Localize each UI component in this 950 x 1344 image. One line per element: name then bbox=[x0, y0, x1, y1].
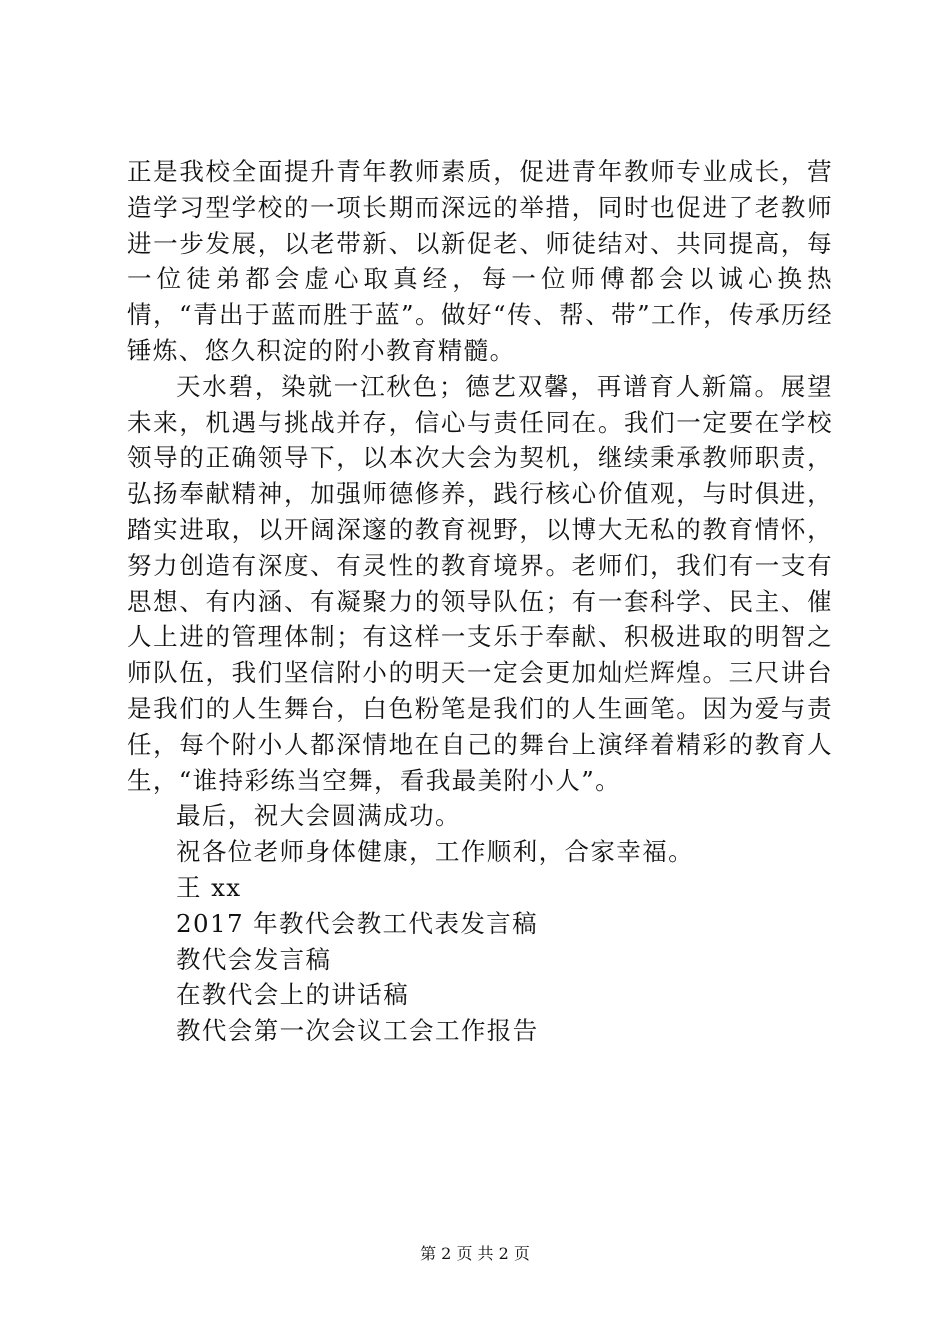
related-title-3: 在教代会上的讲话稿 bbox=[176, 980, 410, 1010]
blessing-line: 祝各位老师身体健康，工作顺利，合家幸福。 bbox=[176, 837, 694, 867]
related-title-4: 教代会第一次会议工会工作报告 bbox=[176, 1016, 539, 1046]
related-title-2: 教代会发言稿 bbox=[176, 944, 332, 974]
document-body bbox=[127, 154, 833, 1049]
closing-wish-line: 最后，祝大会圆满成功。 bbox=[176, 801, 461, 831]
related-title-1: 2017 年教代会教工代表发言稿 bbox=[176, 908, 539, 938]
page-number-footer: 第 2 页 共 2 页 bbox=[420, 1244, 530, 1263]
paragraph-outlook: 天水碧，染就一江秋色；德艺双馨，再谱育人新篇。展望未来，机遇与挑战并存，信心与责任同在。我们一定要在学校领导的正确领导下，以本次大会为契机，继续秉承教师职责，弘扬奉献精神，加强师德修养，践行核心价值观，与时俱进，踏实进取，以开阔深邃的教育视野，以博大无私的教育情怀，努力创造有深度、有灵性的教育境界。老师们，我们有一支有思想、有内涵、有凝聚力的领导队伍；有一套科学、民主、催人上进的管理体制；有这样一支乐于奉献、积极进取的明智之师队伍，我们坚信附小的明天一定会更加灿烂辉煌。三尺讲台是我们的人生舞台，白色粉笔是我们的人生画笔。因为爱与责任，每个附小人都深情地在自己的舞台上演绎着精彩的教育人生，“谁持彩练当空舞，看我最美附小人”。 bbox=[127, 371, 833, 795]
signature-name: 王 xx bbox=[176, 872, 242, 902]
paragraph-continuation: 正是我校全面提升青年教师素质，促进青年教师专业成长，营造学习型学校的一项长期而深远的举措，同时也促进了老教师进一步发展，以老带新、以新促老、师徒结对、共同提高，每一位徒弟都会虚心取真经，每一位师傅都会以诚心换热情，“青出于蓝而胜于蓝”。做好“传、帮、带”工作，传承历经锤炼、悠久积淀的附小教育精髓。 bbox=[127, 157, 833, 365]
